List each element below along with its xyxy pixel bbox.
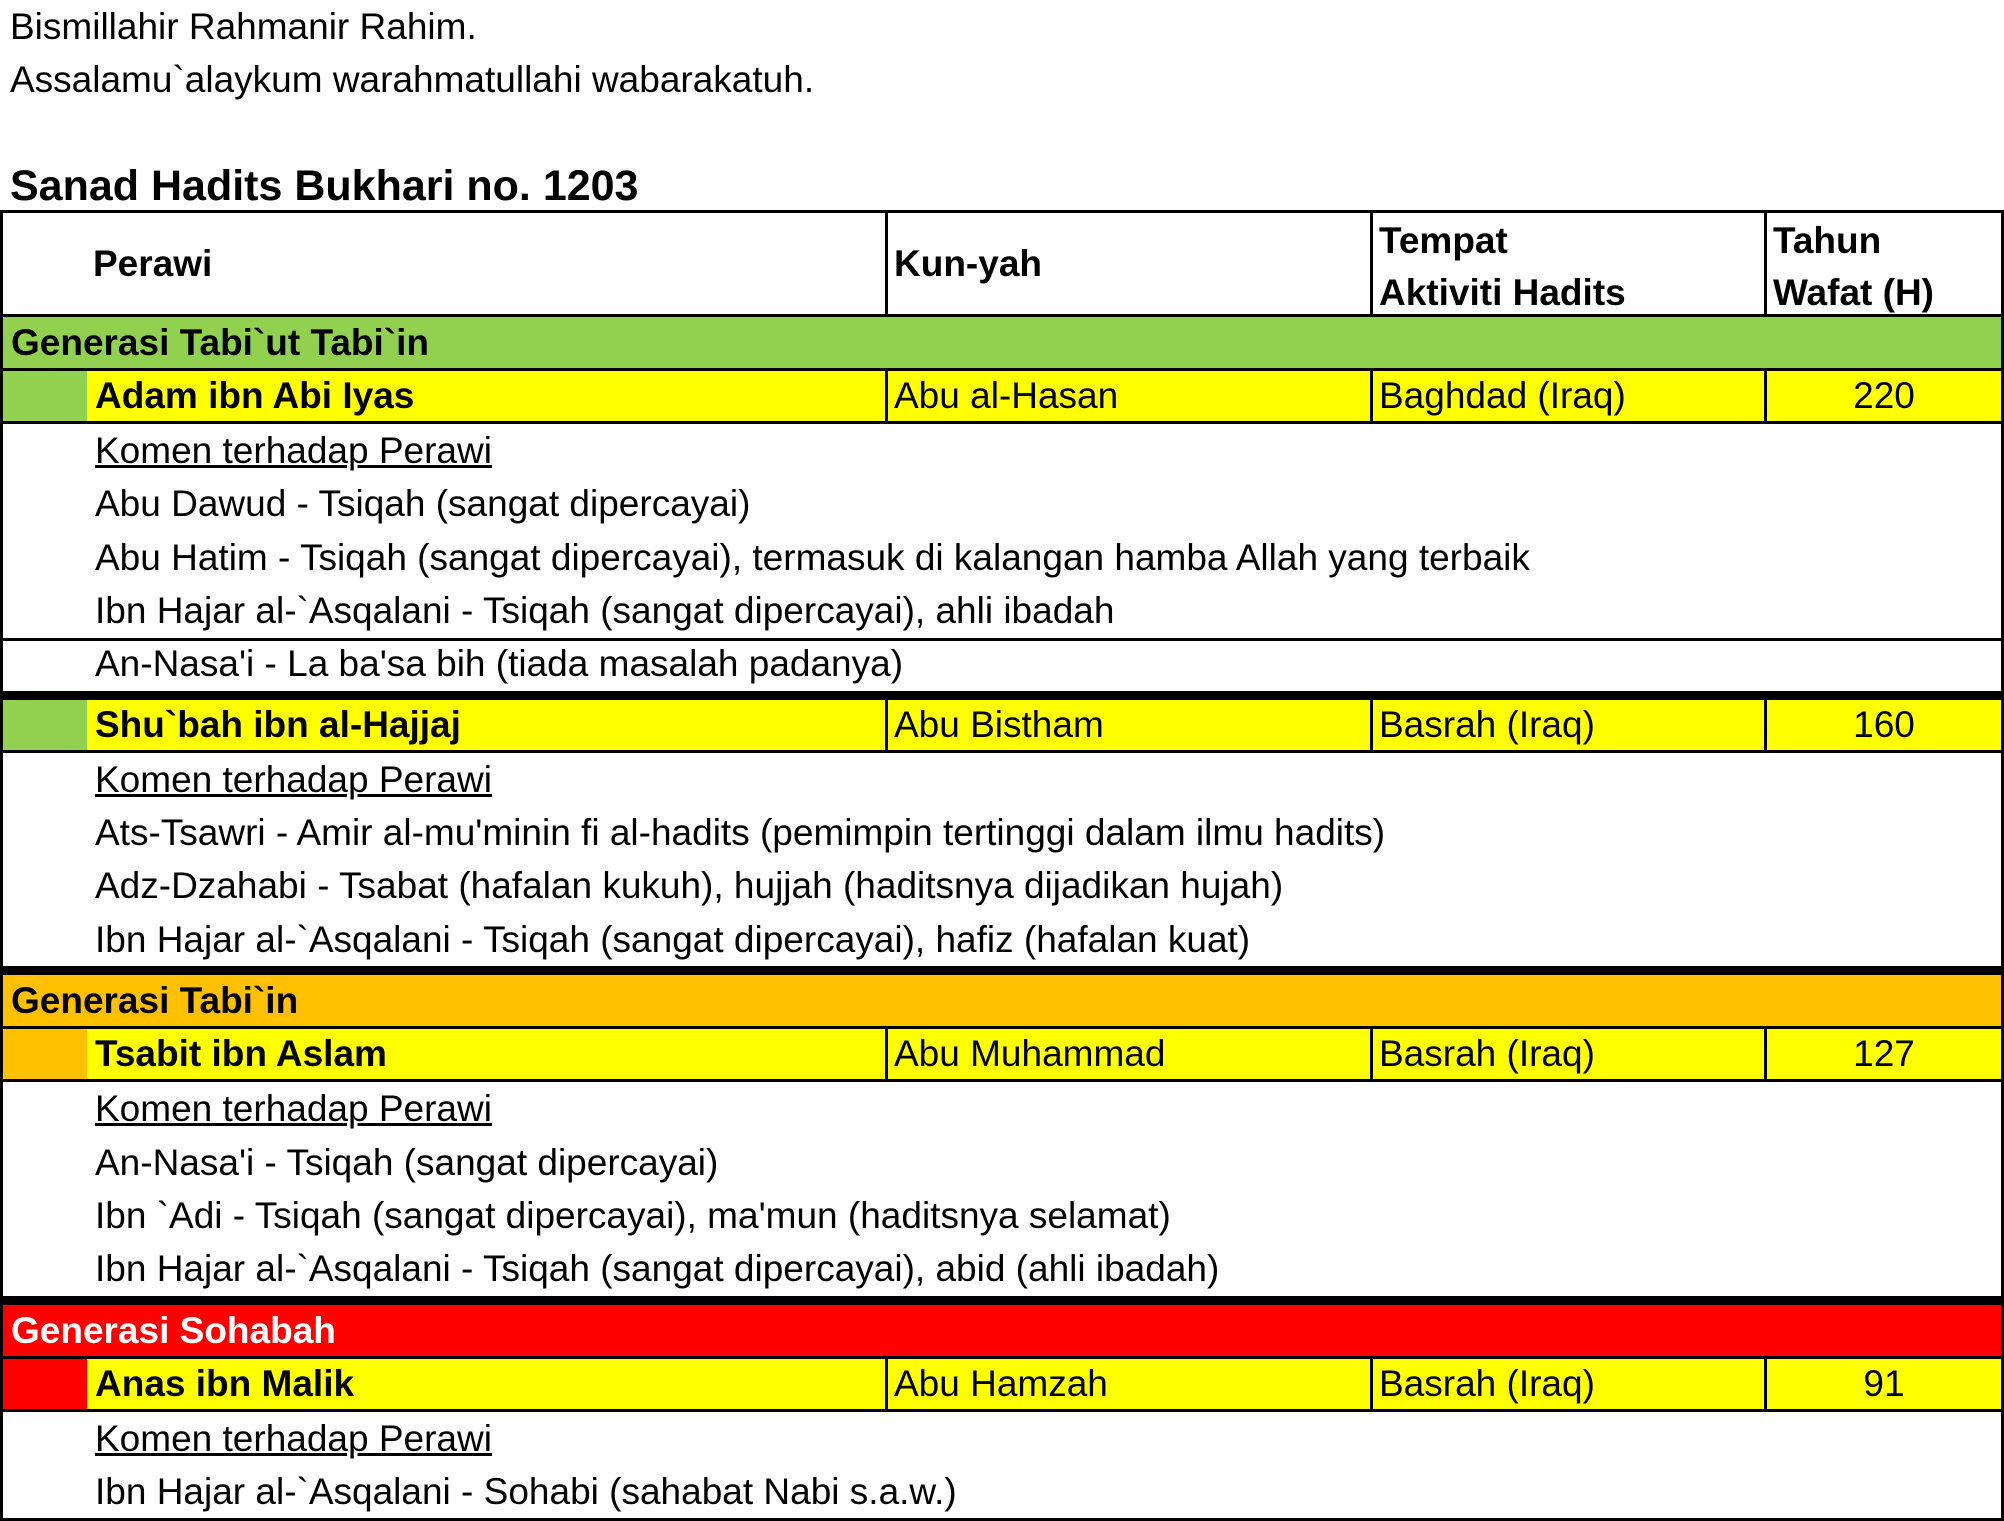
narrator-comments xyxy=(0,753,2004,976)
narrator-comments xyxy=(0,424,2004,700)
table-header xyxy=(0,210,2004,317)
comment-line: Ibn Hajar al-`Asqalani - Tsiqah (sangat dipercayai), ahli ibadah xyxy=(95,590,1115,632)
narrator-row xyxy=(0,1359,2004,1412)
header-tempat-line1: Tempat xyxy=(1379,220,1508,261)
narrator-row xyxy=(0,700,2004,753)
narrator-tahun-wafat: 91 xyxy=(1764,1359,2001,1409)
generation-marker xyxy=(3,371,87,421)
comment-heading: Komen terhadap Perawi xyxy=(95,430,492,471)
header-tempat xyxy=(1370,213,1764,314)
generation-band-sohabah: Generasi Sohabah xyxy=(0,1305,2004,1359)
narrator-tempat: Basrah (Iraq) xyxy=(1370,1029,1764,1079)
header-tahun xyxy=(1764,213,2001,314)
greeting-line-1: Bismillahir Rahmanir Rahim. xyxy=(10,6,477,47)
comment-heading: Komen terhadap Perawi xyxy=(95,1417,492,1459)
narrator-name: Tsabit ibn Aslam xyxy=(95,1033,387,1075)
header-tahun-line1: Tahun xyxy=(1773,220,1882,261)
narrator-comments xyxy=(0,1412,2004,1521)
narrator-tahun-wafat: 220 xyxy=(1764,371,2001,421)
generation-marker xyxy=(3,700,87,750)
narrator-kunyah: Abu Hamzah xyxy=(885,1359,1370,1409)
comment-line: Ibn Hajar al-`Asqalani - Tsiqah (sangat dipercayai), abid (ahli ibadah) xyxy=(95,1248,1220,1290)
narrator-kunyah: Abu al-Hasan xyxy=(885,371,1370,421)
greeting-line-2: Assalamu`alaykum warahmatullahi wabarakatuh. xyxy=(10,59,815,100)
comment-heading: Komen terhadap Perawi xyxy=(95,1088,492,1130)
narrator-row xyxy=(0,371,2004,424)
narrator-kunyah: Abu Bistham xyxy=(885,700,1370,750)
comment-line: Ibn `Adi - Tsiqah (sangat dipercayai), ma'mun (haditsnya selamat) xyxy=(95,1194,1171,1236)
comment-line: Abu Hatim - Tsiqah (sangat dipercayai), termasuk di kalangan hamba Allah yang terbaik xyxy=(95,536,1530,578)
comment-line: Ats-Tsawri - Amir al-mu'minin fi al-hadits (pemimpin tertinggi dalam ilmu hadits) xyxy=(95,811,1386,853)
generation-band-tabi-ut-tabiin: Generasi Tabi`ut Tabi`in xyxy=(0,317,2004,371)
narrator-tempat: Basrah (Iraq) xyxy=(1370,1359,1764,1409)
comment-line: Adz-Dzahabi - Tsabat (hafalan kukuh), hujjah (haditsnya dijadikan hujah) xyxy=(95,865,1284,907)
narrator-kunyah: Abu Muhammad xyxy=(885,1029,1370,1079)
generation-marker xyxy=(3,1359,87,1409)
comment-line: Ibn Hajar al-`Asqalani - Tsiqah (sangat dipercayai), hafiz (hafalan kuat) xyxy=(95,918,1251,960)
narrator-comments xyxy=(0,1082,2004,1305)
comment-line: Abu Dawud - Tsiqah (sangat dipercayai) xyxy=(95,483,751,525)
header-perawi: Perawi xyxy=(93,242,213,284)
narrator-tahun-wafat: 127 xyxy=(1764,1029,2001,1079)
narrator-tempat: Baghdad (Iraq) xyxy=(1370,371,1764,421)
narrator-row xyxy=(0,1029,2004,1082)
generation-band-tabiin: Generasi Tabi`in xyxy=(0,975,2004,1029)
sanad-table xyxy=(0,210,2004,1521)
comment-heading: Komen terhadap Perawi xyxy=(95,758,492,800)
page-title: Sanad Hadits Bukhari no. 1203 xyxy=(10,162,639,210)
header-tempat-line2: Aktiviti Hadits xyxy=(1379,272,1626,313)
narrator-name: Shu`bah ibn al-Hajjaj xyxy=(95,703,461,745)
comment-line: An-Nasa'i - Tsiqah (sangat dipercayai) xyxy=(95,1141,719,1183)
comment-line: Ibn Hajar al-`Asqalani - Sohabi (sahabat Nabi s.a.w.) xyxy=(95,1471,957,1513)
narrator-tempat: Basrah (Iraq) xyxy=(1370,700,1764,750)
comment-line: An-Nasa'i - La ba'sa bih (tiada masalah padanya) xyxy=(3,638,2001,691)
narrator-tahun-wafat: 160 xyxy=(1764,700,2001,750)
narrator-name: Adam ibn Abi Iyas xyxy=(95,375,415,416)
header-kunyah: Kun-yah xyxy=(885,213,1370,314)
narrator-name: Anas ibn Malik xyxy=(95,1362,355,1404)
header-tahun-line2: Wafat (H) xyxy=(1773,272,1934,313)
generation-marker xyxy=(3,1029,87,1079)
